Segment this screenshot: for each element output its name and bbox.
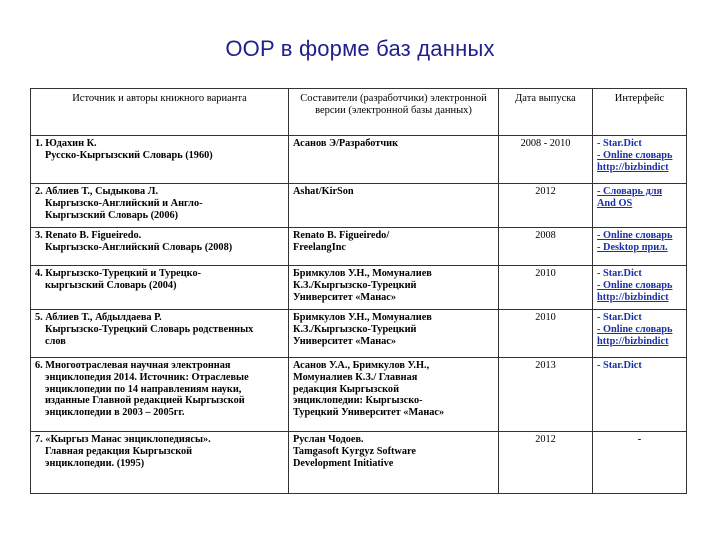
author-line: Университет «Манас»: [293, 291, 397, 303]
author-line: редакция Кыргызской: [293, 383, 399, 395]
cell-authors: [289, 184, 499, 228]
interface-line: - Star.Dict: [597, 360, 642, 371]
cell-authors: [289, 228, 499, 266]
author-line: Ashat/KirSon: [293, 186, 354, 197]
source-line: Кыргызско-Английский Словарь (2008): [45, 241, 233, 253]
cell-date: 2010: [499, 266, 593, 310]
source-line: Кыргызско-Турецкий Словарь родственных: [45, 323, 254, 335]
cell-date: 2013: [499, 358, 593, 432]
cell-authors: [289, 136, 499, 184]
interface-link[interactable]: - Online словарь: [597, 230, 673, 241]
table-row: [31, 228, 687, 266]
cell-date: 2008 - 2010: [499, 136, 593, 184]
author-line: Момуналиев К.З./ Главная: [293, 371, 418, 383]
cell-date: 2012: [499, 432, 593, 494]
source-line: 6. Многоотраслевая научная электронная: [35, 360, 231, 371]
cell-interface: [593, 228, 687, 266]
source-line: Главная редакция Кыргызской: [45, 445, 193, 457]
cell-authors: [289, 432, 499, 494]
cell-interface: [593, 358, 687, 432]
author-line: К.З./Кыргызско-Турецкий: [293, 279, 417, 291]
author-line: Асанов Э/Разработчик: [293, 138, 399, 149]
table-header-row: [31, 89, 687, 136]
cell-authors: [289, 310, 499, 358]
interface-link[interactable]: And OS: [597, 197, 633, 209]
header-date: Дата выпуска: [499, 89, 593, 136]
table-row: [31, 432, 687, 494]
source-line: 3. Renato B. Figueiredo.: [35, 230, 142, 241]
interface-link[interactable]: - Online словарь: [597, 149, 673, 161]
cell-source: [31, 136, 289, 184]
source-line: Кыргызско-Английский и Англо-: [45, 197, 203, 209]
interface-line: - Star.Dict: [597, 312, 642, 323]
source-line: 1. Юдахин К.: [35, 138, 97, 149]
dictionary-table: [30, 88, 687, 494]
cell-date: 2012: [499, 184, 593, 228]
author-line: Асанов У.А., Бримкулов У.Н.,: [293, 360, 430, 371]
interface-link[interactable]: http://bizbindict: [597, 335, 669, 347]
interface-link[interactable]: http://bizbindict: [597, 291, 669, 303]
source-line: энциклопедии. (1995): [45, 457, 145, 469]
author-line: Tamgasoft Kyrgyz Software: [293, 445, 416, 457]
cell-source: [31, 266, 289, 310]
header-interface: Интерфейс: [593, 89, 687, 136]
interface-link[interactable]: - Online словарь: [597, 323, 673, 335]
source-line: энциклопедии по 14 направлениям науки,: [45, 383, 242, 395]
interface-line: - Star.Dict: [597, 138, 642, 149]
cell-interface: [593, 266, 687, 310]
source-line: слов: [45, 335, 66, 347]
cell-source: [31, 228, 289, 266]
author-line: энциклопедии: Кыргызско-: [293, 395, 423, 407]
cell-authors: [289, 266, 499, 310]
source-line: кыргызский Словарь (2004): [45, 279, 177, 291]
table-row: [31, 310, 687, 358]
cell-interface: [593, 432, 687, 494]
header-authors: Составители (разработчики) электронной версии (электронной базы данных): [289, 89, 499, 136]
table-row: [31, 266, 687, 310]
cell-source: [31, 432, 289, 494]
table-row: [31, 184, 687, 228]
author-line: Бримкулов У.Н., Момуналиев: [293, 268, 432, 279]
source-line: изданные Главной редакцией Кыргызской: [45, 395, 245, 407]
table-row: [31, 358, 687, 432]
cell-date: 2010: [499, 310, 593, 358]
cell-interface: [593, 184, 687, 228]
interface-link[interactable]: http://bizbindict: [597, 161, 669, 173]
interface-link[interactable]: - Desktop прил.: [597, 241, 668, 253]
author-line: Университет «Манас»: [293, 335, 397, 347]
author-line: Development Initiative: [293, 457, 394, 469]
author-line: FreelangInc: [293, 241, 347, 253]
interface-line: -: [637, 434, 642, 445]
cell-date: 2008: [499, 228, 593, 266]
author-line: Renato B. Figueiredo/: [293, 230, 390, 241]
author-line: Руслан Чодоев.: [293, 434, 364, 445]
header-source: Источник и авторы книжного варианта: [31, 89, 289, 136]
table-row: [31, 136, 687, 184]
source-line: энциклопедии в 2003 – 2005гг.: [45, 407, 185, 419]
source-line: 7. «Кыргыз Манас энциклопедиясы».: [35, 434, 211, 445]
interface-link[interactable]: - Online словарь: [597, 279, 673, 291]
cell-source: [31, 310, 289, 358]
author-line: Бримкулов У.Н., Момуналиев: [293, 312, 432, 323]
source-line: 5. Аблиев Т., Абдылдаева Р.: [35, 312, 162, 323]
source-line: Кыргызский Словарь (2006): [45, 209, 179, 221]
cell-source: [31, 184, 289, 228]
interface-link[interactable]: - Словарь для: [597, 186, 663, 197]
source-line: 4. Кыргызско-Турецкий и Турецко-: [35, 268, 202, 279]
slide-title: OOP в форме баз данных: [225, 36, 495, 61]
source-line: 2. Аблиев Т., Сыдыкова Л.: [35, 186, 159, 197]
author-line: Турецкий Университет «Манас»: [293, 407, 445, 419]
author-line: К.З./Кыргызско-Турецкий: [293, 323, 417, 335]
cell-interface: [593, 310, 687, 358]
cell-authors: [289, 358, 499, 432]
cell-source: [31, 358, 289, 432]
source-line: Русско-Кыргызский Словарь (1960): [45, 149, 213, 161]
source-line: энциклопедия 2014. Источник: Отраслевые: [45, 371, 249, 383]
interface-line: - Star.Dict: [597, 268, 642, 279]
cell-interface: [593, 136, 687, 184]
